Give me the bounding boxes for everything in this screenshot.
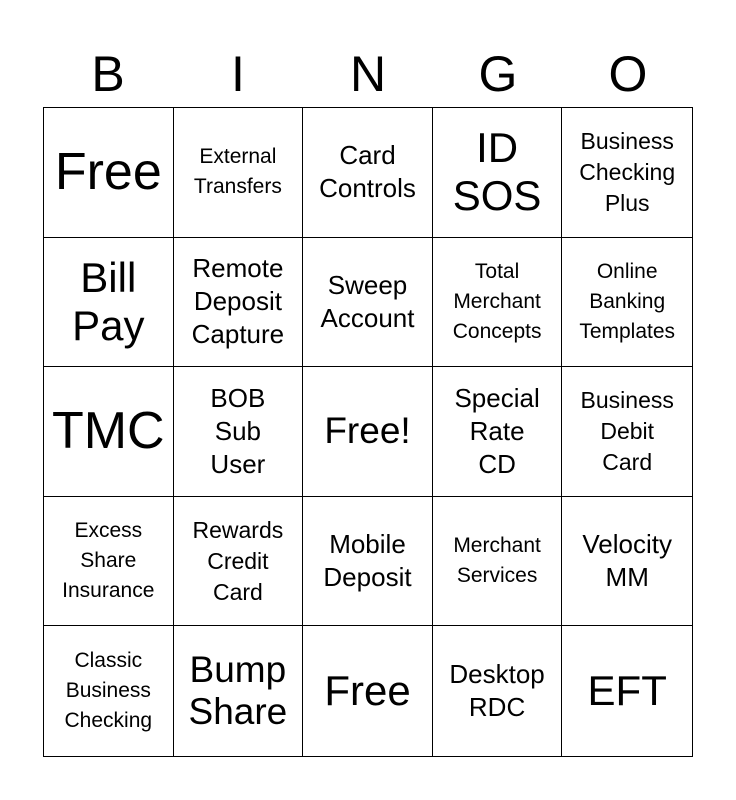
cell-label: Free — [54, 143, 162, 202]
bingo-cell[interactable] — [44, 108, 174, 238]
cell-label: Bump Share — [188, 648, 288, 733]
header-letter-i: I — [231, 46, 245, 102]
free-space[interactable] — [303, 367, 433, 497]
bingo-cell[interactable] — [562, 367, 692, 497]
bingo-cell[interactable] — [562, 108, 692, 238]
cell-label: External Transfers — [193, 145, 282, 199]
bingo-cell[interactable] — [433, 238, 563, 368]
cell-label: Online Banking Templates — [579, 260, 676, 343]
cell-label: Total Merchant Concepts — [452, 260, 542, 343]
cell-label: Sweep Account — [320, 269, 415, 333]
bingo-cell[interactable] — [174, 626, 304, 756]
cell-label: TMC — [51, 402, 165, 461]
cell-label: Excess Share Insurance — [62, 519, 155, 602]
cell-label: Business Debit Card — [580, 386, 674, 476]
header-letter-b: B — [91, 46, 125, 102]
bingo-cell[interactable] — [303, 238, 433, 368]
cell-label: Velocity MM — [582, 529, 672, 593]
bingo-header — [43, 40, 693, 108]
bingo-cell[interactable] — [44, 497, 174, 627]
bingo-cell[interactable] — [433, 367, 563, 497]
bingo-cell[interactable] — [174, 238, 304, 368]
cell-label: Mobile Deposit — [323, 529, 412, 593]
bingo-cell[interactable] — [44, 238, 174, 368]
bingo-cell[interactable] — [303, 497, 433, 627]
cell-label: Bill Pay — [72, 253, 145, 349]
bingo-cell[interactable] — [174, 367, 304, 497]
cell-label: Rewards Credit Card — [192, 516, 284, 605]
cell-label: Special Rate CD — [454, 382, 540, 479]
bingo-cell[interactable] — [174, 108, 304, 238]
bingo-board — [43, 107, 693, 757]
bingo-cell[interactable] — [433, 497, 563, 627]
bingo-cell[interactable] — [44, 626, 174, 756]
cell-label: Card Controls — [319, 140, 416, 204]
cell-label: Merchant Services — [453, 534, 541, 588]
cell-label: Desktop RDC — [449, 659, 545, 723]
cell-label: Free — [324, 667, 411, 715]
header-letter-g: G — [478, 46, 518, 102]
bingo-cell[interactable] — [562, 497, 692, 627]
bingo-cell[interactable] — [303, 626, 433, 756]
cell-label: Remote Deposit Capture — [191, 253, 285, 350]
cell-label: BOB Sub User — [210, 382, 266, 479]
bingo-cell[interactable] — [433, 108, 563, 238]
bingo-cell[interactable] — [433, 626, 563, 756]
header-letter-n: N — [349, 46, 387, 102]
bingo-cell[interactable] — [303, 108, 433, 238]
bingo-cell[interactable] — [44, 367, 174, 497]
cell-label: Business Checking Plus — [579, 127, 676, 216]
bingo-cell[interactable] — [174, 497, 304, 627]
cell-label: ID SOS — [452, 124, 542, 220]
cell-label: EFT — [587, 667, 667, 715]
bingo-cell[interactable] — [562, 626, 692, 756]
cell-label: Classic Business Checking — [64, 649, 153, 733]
header-letter-o: O — [608, 46, 648, 102]
bingo-cell[interactable] — [562, 238, 692, 368]
cell-label: Free! — [324, 410, 411, 452]
